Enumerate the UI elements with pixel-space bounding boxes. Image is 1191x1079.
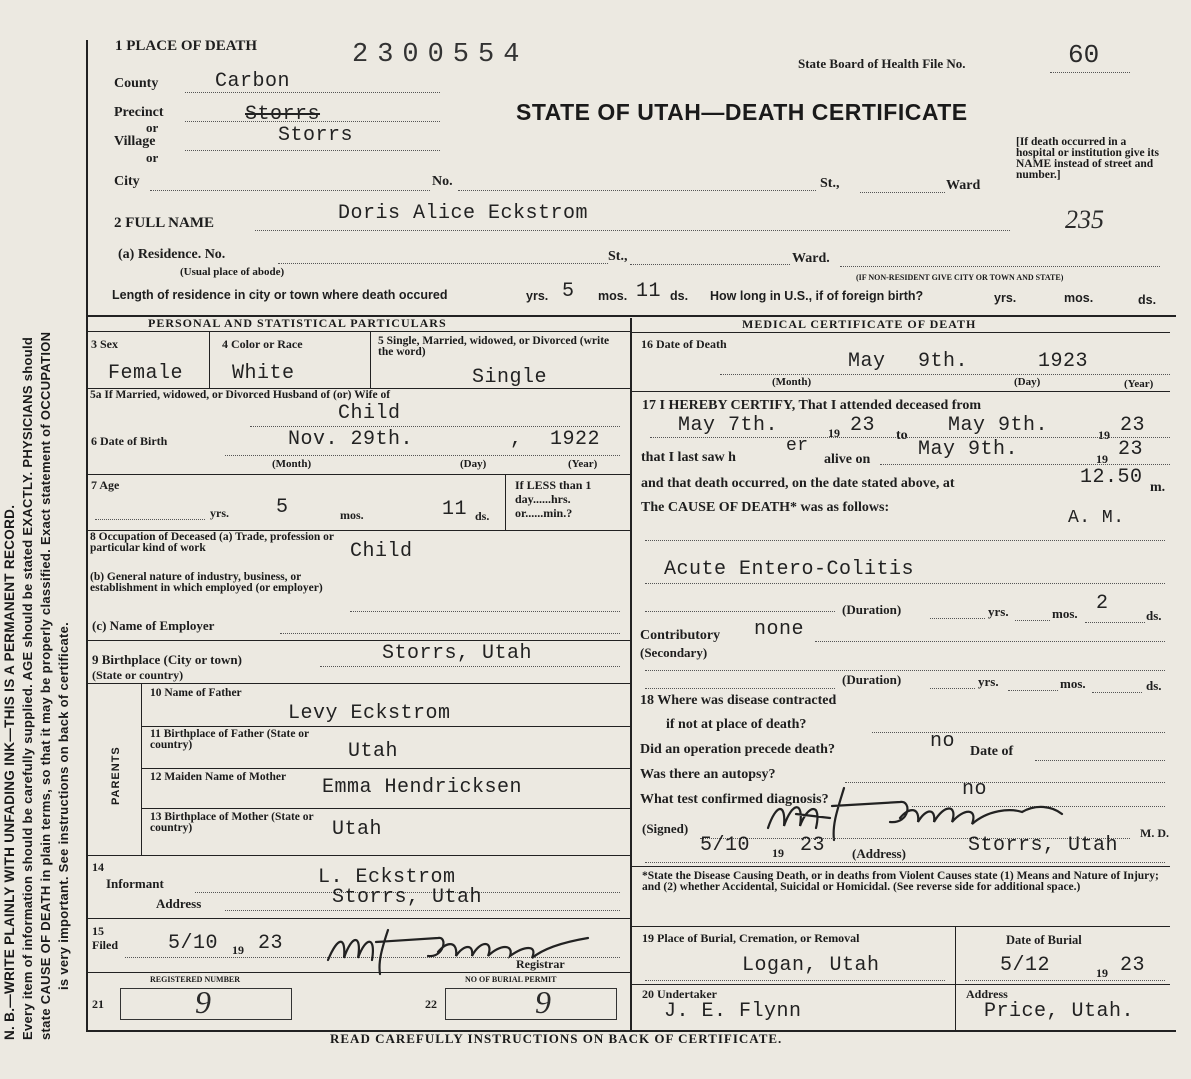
physician-address: Storrs, Utah: [968, 834, 1119, 857]
filed-date: 5/10: [168, 932, 219, 955]
column-divider: [630, 318, 632, 1030]
marital-value: Single: [472, 366, 548, 389]
margin-note-2: Every item of information should be carefully supplied. AGE should be stated EXACTLY. PHYSICIANS should: [20, 336, 35, 1040]
cause-footnote: *State the Disease Causing Death, or in deaths from Violent Causes state (1) Means and Nature of Injury; and (2) whether Accidental, Suicidal or Homicidal. (See reverse side for additional space.): [642, 870, 1159, 893]
time-of-death: 12.50: [1080, 466, 1143, 489]
full-name-label: 2 FULL NAME: [114, 215, 215, 231]
hospital-note: [If death occurred in a hospital or institution give its NAME instead of street and number.]: [1016, 136, 1159, 181]
registered-number: 9: [195, 984, 211, 1020]
father-name: Levy Eckstrom: [288, 702, 451, 725]
birthplace-value: Storrs, Utah: [382, 642, 533, 665]
county-label: County: [114, 76, 159, 91]
undertaker-name: J. E. Flynn: [664, 1000, 802, 1023]
margin-note-1: N. B.—WRITE PLAINLY WITH UNFADING INK—THIS IS A PERMANENT RECORD.: [2, 504, 17, 1040]
informant-name: L. Eckstrom: [318, 866, 456, 889]
certificate-number: 2300554: [352, 40, 529, 70]
duration-months: 2: [1096, 592, 1109, 615]
death-year: 1923: [1038, 350, 1089, 373]
county-value: Carbon: [215, 70, 291, 93]
race-value: White: [232, 362, 295, 385]
death-month: May: [848, 350, 886, 373]
village-value: Storrs: [278, 124, 354, 147]
dob-month-day: Nov. 29th.: [288, 428, 414, 451]
footer-instructions: READ CAREFULLY INSTRUCTIONS ON BACK OF CERTIFICATE.: [330, 1031, 783, 1046]
margin-note-4: is very important. See instructions on back of certificate.: [56, 621, 71, 990]
attended-to: May 9th.: [948, 414, 1049, 437]
precinct-label: Precinct: [114, 105, 164, 120]
mother-birthplace: Utah: [332, 818, 383, 841]
hospital-mark: 235: [1065, 205, 1104, 234]
father-birthplace: Utah: [348, 740, 399, 763]
margin-note-3: state CAUSE OF DEATH in plain terms, so that it may be properly classified. Exact statement of OCCUPATION: [38, 331, 53, 1040]
informant-address: Storrs, Utah: [332, 886, 483, 909]
certificate-title: STATE OF UTAH—DEATH CERTIFICATE: [516, 99, 968, 125]
undertaker-address: Price, Utah.: [984, 1000, 1135, 1023]
frame-left: [86, 40, 88, 1030]
village-label: Village: [114, 134, 156, 149]
parents-label: PARENTS: [110, 746, 122, 805]
residence-years: 5: [562, 280, 575, 303]
city-label: City: [114, 174, 140, 189]
state-file-number: 60: [1068, 40, 1100, 70]
burial-permit-box: [445, 988, 617, 1020]
occupation-value: Child: [350, 540, 413, 563]
residence-label: (a) Residence. No.: [118, 247, 226, 262]
residence-months: 11: [636, 280, 662, 303]
spouse-value: Child: [338, 402, 401, 425]
medical-heading: MEDICAL CERTIFICATE OF DEATH: [742, 317, 977, 331]
burial-permit-number: 9: [535, 984, 551, 1020]
precinct-value: Storrs: [245, 103, 321, 126]
burial-date: 5/12: [1000, 954, 1051, 977]
age-days: 11: [442, 498, 468, 521]
attended-from: May 7th.: [678, 414, 779, 437]
full-name-value: Doris Alice Eckstrom: [338, 202, 589, 225]
state-file-label: State Board of Health File No.: [798, 56, 966, 71]
place-of-death-label: 1 PLACE OF DEATH: [115, 38, 258, 54]
operation-answer: no: [930, 730, 956, 753]
cause-of-death: Acute Entero-Colitis: [664, 558, 915, 581]
death-day: 9th.: [918, 350, 969, 373]
burial-place: Logan, Utah: [742, 954, 880, 977]
length-label: Length of residence in city or town where death occured: [112, 288, 448, 302]
mother-name: Emma Hendricksen: [322, 776, 523, 799]
personal-heading: PERSONAL AND STATISTICAL PARTICULARS: [148, 316, 447, 330]
last-seen-date: May 9th.: [918, 438, 1019, 461]
age-months: 5: [276, 496, 289, 519]
death-certificate: N. B.—WRITE PLAINLY WITH UNFADING INK—THIS IS A PERMANENT RECORD. Every item of information should be carefully supplied. AGE should be stated EXACTLY. PHYSICIANS should state CAUSE OF DEATH in plain terms, so that it may be properly classified. Exact statement of OCCUPATION is very important. See instructions on back of certificate. 1 PLACE OF DEATH 2300554 State Board of Health File No. 60 STATE OF UTAH—DEATH CERTIFICATE [If death occurred in a hospital or institution give its NAME instead of street and number.] 235 County Carbon Precinct Storrs or Village Storrs or City No. St., Ward 2 FULL NAME Doris Alice Eckstrom (a) Residence. No. St., Ward. (Usual place of abode) (IF NON-RESIDENT GIVE CITY OR TOWN AND STATE) Length of residence in city or town where death occured yrs. 5 mos. 11 ds. How long in U.S., if of foreign birth? yrs. mos. ds. PERSONAL AND STATISTICAL PARTICULARS 3 Sex Female 4 Color or Race White 5 Single, Married, widowed, or Divorced (write the word) Single 5a If Married, widowed, or Divorced Husband of (or) Wife of Child 6 Date of Birth Nov. 29th. , 1922 (Month) (Day) (Year) 7 Age yrs. 5 mos. 11 ds. If LESS than 1 day......hrs. or......min.? 8 Occupation of Deceased (a) Trade, profession or particular kind of work Child (b) General nature of industry, business, or establishment in which employed (or employer) (c) Name of Employer 9 Birthplace (City or town) (State or country) Storrs, Utah PARENTS 10 Name of Father Levy Eckstrom 11 Birthplace of Father (State or country) Utah 12 Maiden Name of Mother Emma Hendricksen 13 Birthplace of Mother (State or country) Utah 14 Informant L. Eckstrom Address Storrs, Utah 15 Filed 5/10 19 23 Registrar REGISTERED NUMBER 21 9 NO OF BURIAL PERMIT 22 9 MEDICAL CERTIFICATE OF DEATH 16 Date of Death May 9th. 1923 (Month) (Day) (Year) 17 I HEREBY CERTIFY, That I attended deceased from May 7th. 19 23 to May 9th. 19 23 that I last saw h er alive on May 9th. 19 23 and that death occurred, on the date stated above, at 12.50 m. The CAUSE OF DEATH* was as follows: A. M. Acute Entero-Colitis (Duration) yrs. mos. 2 ds. Contributory none (Secondary) (Duration) yrs. mos. ds. 18 Where was disease contracted if not at place of death? Did an operation precede death? no Date of Was there an autopsy? What test confirmed diagnosis? no (Signed) M. D. 5/10 19 23 (Address) Storrs, Utah *State the Disease Causing Death, or in deaths from Violent Causes state (1) Means and Nature of Injury; and (2) whether Accidental, Suicidal or Homicidal. (See reverse side for additional space.) 19 Place of Burial, Cremation, or Removal Logan, Utah Date of Burial 5/12 19 23 20 Undertaker J. E. Flynn Address Price, Utah. READ CAREFULLY INSTRUCTIONS ON BACK OF CERTIFICATE.: [0, 0, 1191, 1079]
am-mark: A. M.: [1068, 508, 1125, 528]
sex-value: Female: [108, 362, 184, 385]
dob-year: 1922: [550, 428, 601, 451]
signed-date: 5/10: [700, 834, 751, 857]
filed-year: 23: [258, 932, 284, 955]
test-answer: no: [962, 778, 988, 801]
contributory-cause: none: [754, 618, 805, 641]
